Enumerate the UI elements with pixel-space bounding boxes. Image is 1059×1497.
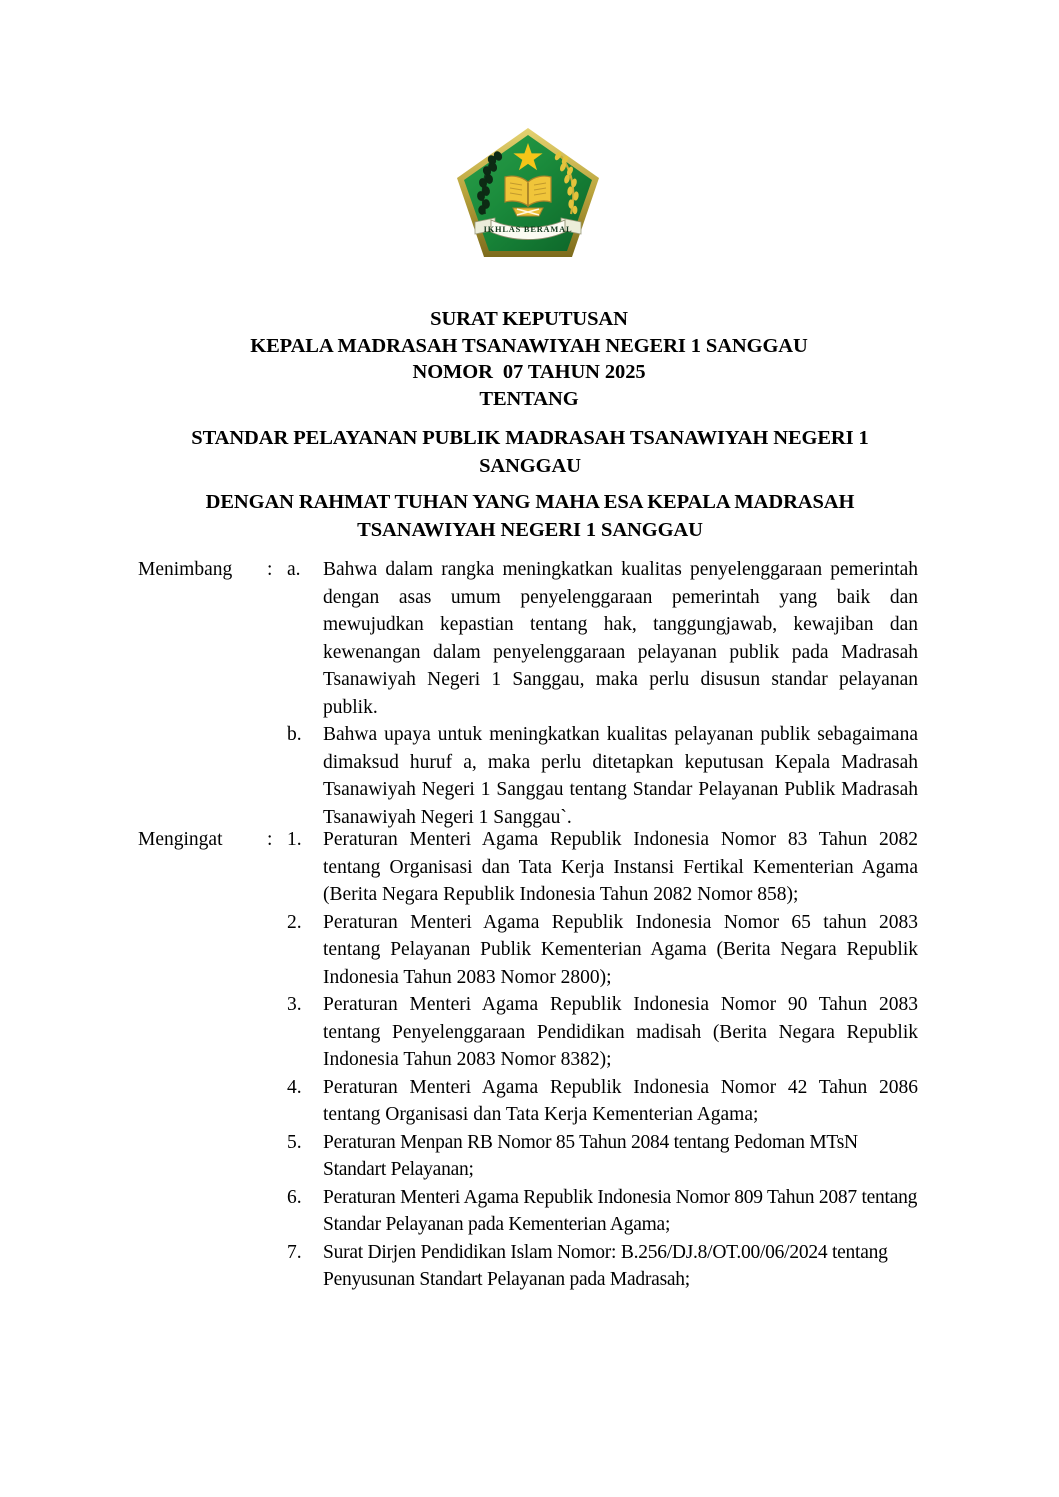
mengingat-item-5-text: Peraturan Menpan RB Nomor 85 Tahun 2084 tentang Pedoman MTsN Standart Pelayanan; <box>323 1131 858 1180</box>
mengingat-item-7-marker: 7. <box>287 1241 302 1263</box>
decree-line-1: DENGAN RAHMAT TUHAN YANG MAHA ESA KEPALA MADRASAH <box>205 491 855 513</box>
mengingat-item-4-marker: 4. <box>287 1076 302 1098</box>
mengingat-item-7 <box>287 1239 918 1294</box>
subtitle-line-1: STANDAR PELAYANAN PUBLIK MADRASAH TSANAWIYAH NEGERI 1 <box>191 427 869 449</box>
kementerian-agama-logo-icon <box>455 126 601 260</box>
document-subtitle-block <box>150 424 910 480</box>
subtitle-line-2: SANGGAU <box>479 455 581 477</box>
mengingat-item-4 <box>287 1074 918 1129</box>
section-menimbang <box>128 556 918 831</box>
mengingat-item-6-text: Peraturan Menteri Agama Republik Indonesia Nomor 809 Tahun 2087 tentang Standar Pelayanan pada Kementerian Agama; <box>323 1186 918 1235</box>
menimbang-item-a <box>287 556 918 721</box>
title-line-institution: KEPALA MADRASAH TSANAWIYAH NEGERI 1 SANGGAU <box>250 334 808 357</box>
mengingat-items <box>287 826 918 1294</box>
mengingat-item-3-marker: 3. <box>287 994 302 1015</box>
mengingat-item-2-marker: 2. <box>287 911 302 933</box>
mengingat-item-4-text: Peraturan Menteri Agama Republik Indonesia Nomor 42 Tahun 2086 tentang Organisasi dan Tata Kerja Kementerian Agama; <box>323 1076 918 1125</box>
mengingat-item-3-text: Peraturan Menteri Agama Republik Indonesia Nomor 90 Tahun 2083 tentang Penyelenggaraan Pendidikan madisah (Berita Negara Republik Indonesia Tahun 2083 Nomor 8382); <box>323 994 918 1070</box>
mengingat-item-1-text: Peraturan Menteri Agama Republik Indonesia Nomor 83 Tahun 2082 tentang Organisasi dan Tata Kerja Instansi Fertikal Kementerian Agama (Berita Negara Republik Indonesia Tahun 2082 Nomor 858); <box>323 829 918 905</box>
mengingat-item-6-marker: 6. <box>287 1186 302 1208</box>
menimbang-item-a-marker: a. <box>287 559 301 580</box>
title-line-tentang: TENTANG <box>479 387 579 410</box>
mengingat-item-6 <box>287 1184 918 1239</box>
logo-motto-text: IKHLAS BERAMAL <box>483 225 573 234</box>
document-title-block <box>138 306 920 412</box>
mengingat-item-7-text: Surat Dirjen Pendidikan Islam Nomor: B.256/DJ.8/OT.00/06/2024 tentang Penyusunan Standart Pelayanan pada Madrasah; <box>323 1241 888 1290</box>
menimbang-item-b <box>287 721 918 831</box>
title-line-surat-keputusan: SURAT KEPUTUSAN <box>430 308 628 330</box>
mengingat-item-2 <box>287 909 918 992</box>
title-line-nomor: NOMOR 07 TAHUN 2025 <box>412 361 646 383</box>
section-mengingat <box>128 826 918 1294</box>
mengingat-item-5 <box>287 1129 918 1184</box>
menimbang-item-b-marker: b. <box>287 724 302 745</box>
menimbang-items <box>287 556 918 831</box>
menimbang-item-a-text: Bahwa dalam rangka meningkatkan kualitas penyelenggaraan pemerintah dengan asas umum penyelenggaraan pemerintah yang baik dan mewujudkan kepastian tentang hak, tanggungjawab, kewajiban dan kewenangan dalam penyelenggaraan pelayanan publik pada Madrasah Tsanawiyah Negeri 1 Sanggau, maka perlu disusun standar pelayanan publik. <box>323 559 918 718</box>
mengingat-label: Mengingat <box>138 829 223 850</box>
mengingat-item-1-marker: 1. <box>287 829 302 850</box>
menimbang-colon: : <box>267 559 273 580</box>
decree-line-2: TSANAWIYAH NEGERI 1 SANGGAU <box>357 519 703 541</box>
mengingat-item-2-text: Peraturan Menteri Agama Republik Indonesia Nomor 65 tahun 2083 tentang Pelayanan Publik Kementerian Agama (Berita Negara Republik Indonesia Tahun 2083 Nomor 2800); <box>323 911 918 988</box>
mengingat-item-3 <box>287 991 918 1074</box>
menimbang-item-b-text: Bahwa upaya untuk meningkatkan kualitas pelayanan publik sebagaimana dimaksud huruf a, maka perlu ditetapkan keputusan Kepala Madrasah Tsanawiyah Negeri 1 Sanggau tentang Standar Pelayanan Publik Madrasah Tsanawiyah Negeri 1 Sanggau`. <box>323 724 918 828</box>
mengingat-colon: : <box>267 829 273 850</box>
menimbang-label: Menimbang <box>138 559 233 580</box>
mengingat-item-5-marker: 5. <box>287 1131 302 1153</box>
mengingat-item-1 <box>287 826 918 909</box>
decree-heading-block <box>150 488 910 544</box>
